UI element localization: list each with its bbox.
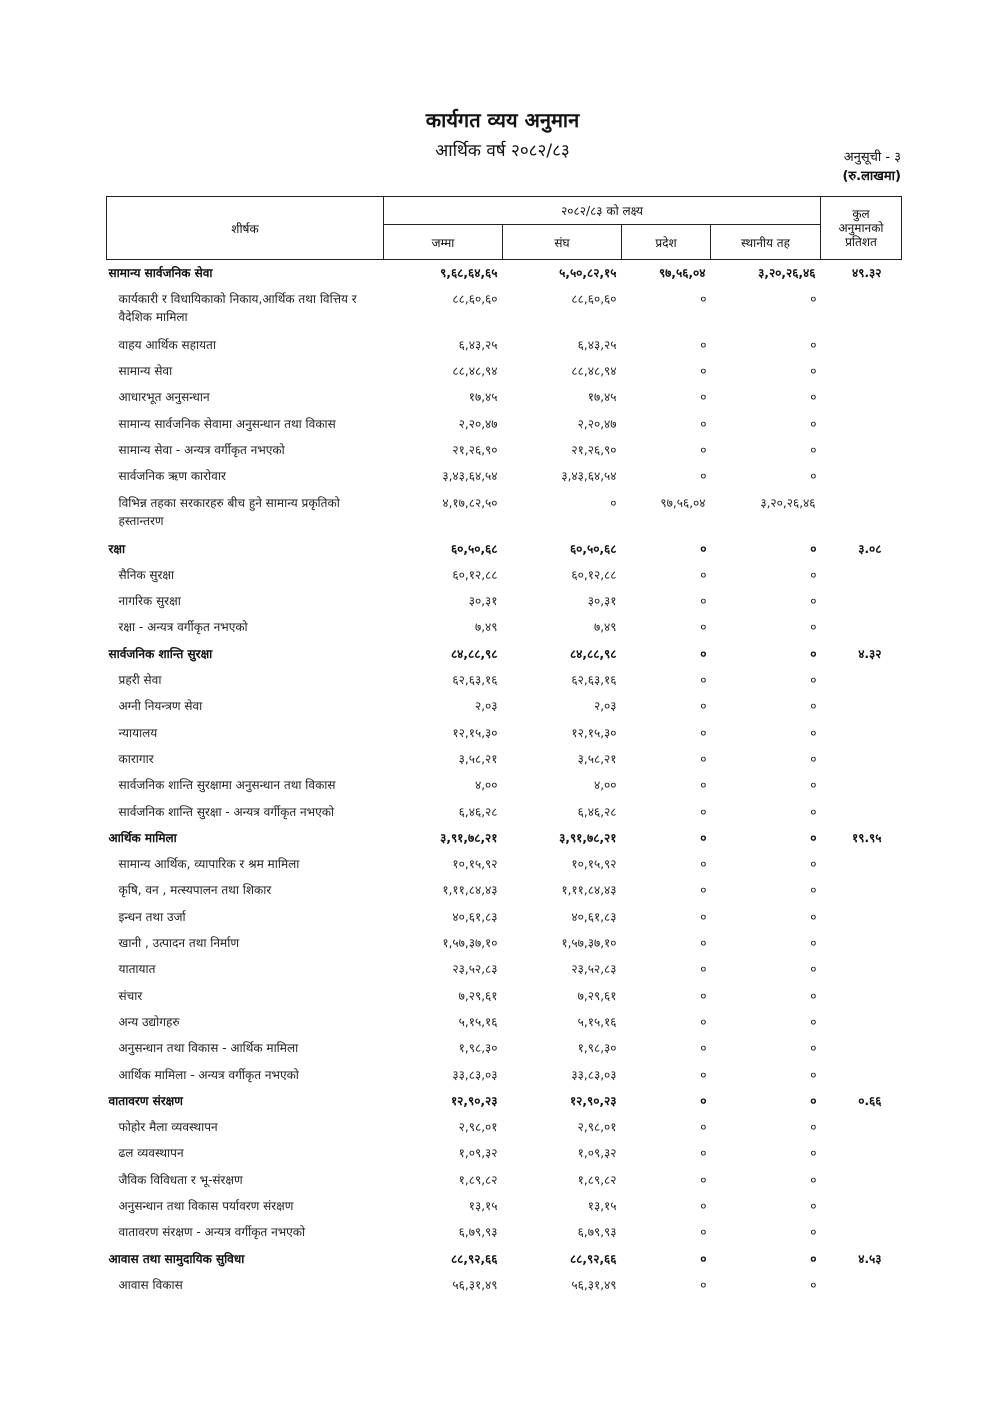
- total-cell: ८८,९२,६६: [450, 1251, 498, 1266]
- province-cell: ०: [700, 1014, 707, 1029]
- province-cell: ०: [700, 699, 707, 714]
- table-row: [107, 358, 902, 384]
- federal-cell: २१,२६,९०: [571, 442, 617, 457]
- federal-cell: ८४,८८,९८: [569, 646, 617, 661]
- federal-cell: ५,५०,८२,१५: [559, 266, 617, 280]
- table-row: [107, 641, 902, 667]
- row-label: सामान्य सार्वजनिक सेवा: [108, 266, 213, 280]
- page-title: कार्यगत व्यय अनुमान: [425, 108, 580, 132]
- local-cell: ०: [810, 442, 817, 457]
- row-label: रक्षा - अन्यत्र वर्गीकृत नभएको: [118, 620, 248, 635]
- local-cell: ०: [810, 567, 817, 582]
- local-header: स्थानीय तह: [711, 225, 821, 260]
- table-row: [107, 851, 902, 877]
- row-label: कृषि, वन , मत्स्यपालन तथा शिकार: [118, 883, 272, 898]
- province-cell: ०: [700, 1199, 707, 1213]
- province-cell: ०: [700, 442, 707, 457]
- table-row: [107, 411, 902, 437]
- province-cell: ०: [700, 1172, 707, 1187]
- federal-cell: ३,५८,२१: [577, 751, 617, 766]
- province-cell: ०: [700, 1120, 707, 1135]
- percent-cell: [821, 877, 902, 903]
- percent-cell: [821, 720, 902, 746]
- expenditure-table: [106, 196, 902, 1298]
- total-cell: ८८,६०,६०: [452, 291, 498, 306]
- row-label: सामान्य सार्वजनिक सेवामा अनुसन्धान तथा विकास: [118, 416, 336, 431]
- total-cell: ६,७९,९३: [458, 1225, 498, 1240]
- total-cell: २,२०,४७: [458, 416, 498, 431]
- province-cell: ०: [700, 751, 707, 766]
- province-cell: ०: [700, 620, 707, 635]
- row-label: सामान्य सेवा: [118, 364, 173, 379]
- federal-cell: ४०,६१,८३: [571, 909, 617, 924]
- total-cell: १,५७,३७,१०: [442, 936, 498, 951]
- local-cell: ०: [810, 620, 817, 635]
- total-cell: १,८९,८२: [458, 1172, 498, 1187]
- percent-cell: [821, 286, 902, 332]
- local-cell: ०: [810, 1041, 817, 1056]
- percent-cell: [821, 1035, 902, 1061]
- table-row: [107, 983, 902, 1009]
- schedule-label: अनुसूची - ३: [843, 150, 901, 165]
- province-cell: ०: [700, 390, 707, 405]
- percent-cell: [821, 1272, 902, 1298]
- total-cell: ७,२९,६१: [458, 988, 498, 1003]
- table-row: [107, 286, 902, 332]
- province-cell: ०: [700, 337, 707, 352]
- federal-cell: १३,१५: [587, 1199, 617, 1213]
- federal-cell: १,५७,३७,१०: [561, 936, 617, 951]
- table-row: [107, 384, 902, 410]
- province-cell: ९७,५६,०४: [660, 495, 706, 510]
- federal-cell: १,९८,३०: [577, 1041, 617, 1056]
- local-cell: ०: [810, 1199, 817, 1213]
- federal-cell: ६०,१२,८८: [571, 567, 617, 582]
- total-cell: ८४,८८,९८: [450, 646, 498, 661]
- table-row: [107, 693, 902, 719]
- federal-cell: २,०३: [593, 699, 617, 714]
- row-label: यातायात: [118, 962, 156, 977]
- province-cell: ०: [700, 936, 707, 951]
- total-cell: १,०९,३२: [458, 1146, 498, 1161]
- province-cell: ०: [700, 883, 707, 898]
- percent-cell: १९.९५: [851, 830, 882, 845]
- federal-cell: २३,५२,८३: [571, 962, 617, 977]
- total-cell: २३,५२,८३: [452, 962, 498, 977]
- percent-cell: [821, 693, 902, 719]
- federal-cell: ०: [610, 495, 617, 510]
- total-cell: १२,९०,२३: [450, 1093, 498, 1108]
- table-row: [107, 463, 902, 489]
- target-group-header: २०८२/८३ को लक्ष्य: [384, 197, 821, 225]
- local-cell: ०: [810, 364, 817, 379]
- province-cell: ०: [700, 469, 707, 484]
- table-row: [107, 1009, 902, 1035]
- row-label: खानी , उत्पादन तथा निर्माण: [118, 936, 240, 951]
- table-row: [107, 1035, 902, 1061]
- local-cell: ०: [810, 857, 817, 872]
- federal-cell: १२,९०,२३: [569, 1093, 617, 1108]
- local-cell: ०: [810, 962, 817, 977]
- percent-cell: [821, 614, 902, 640]
- table-row: [107, 799, 902, 825]
- percent-cell: ४.३२: [858, 646, 882, 661]
- federal-cell: ६०,५०,६८: [569, 541, 617, 556]
- province-header: प्रदेश: [622, 225, 711, 260]
- table-row: [107, 1062, 902, 1088]
- total-cell: २,९८,०१: [458, 1120, 498, 1135]
- percent-cell: [821, 384, 902, 410]
- federal-cell: २,२०,४७: [577, 416, 617, 431]
- total-cell: ४०,६१,८३: [452, 909, 498, 924]
- federal-cell: २,९८,०१: [577, 1120, 617, 1135]
- province-cell: ०: [700, 416, 707, 431]
- local-cell: ०: [810, 1225, 817, 1240]
- row-label: सामान्य सेवा - अन्यत्र वर्गीकृत नभएको: [118, 442, 285, 457]
- row-label: सार्वजनिक ऋण कारोवार: [118, 469, 226, 484]
- row-label: सार्वजनिक शान्ति सुरक्षामा अनुसन्धान तथा विकास: [118, 778, 336, 793]
- table-body: [107, 260, 902, 1299]
- percent-header: [821, 197, 902, 260]
- row-label: इन्धन तथा उर्जा: [118, 909, 186, 924]
- province-cell: ०: [700, 804, 707, 819]
- total-cell: ३,४३,६४,५४: [442, 469, 498, 484]
- province-cell: ०: [700, 725, 707, 740]
- local-cell: ०: [810, 1251, 817, 1266]
- local-cell: ०: [810, 337, 817, 352]
- province-cell: ०: [700, 646, 707, 661]
- province-cell: ०: [700, 830, 707, 845]
- total-cell: ३,९१,७८,२१: [440, 830, 498, 845]
- local-cell: ०: [810, 1172, 817, 1187]
- federal-cell: ४,००: [593, 778, 617, 793]
- percent-cell: [821, 904, 902, 930]
- federal-cell: ६२,६३,१६: [571, 673, 617, 688]
- local-cell: ०: [810, 594, 817, 609]
- federal-cell: ३०,३१: [587, 594, 617, 609]
- row-label: कारागार: [118, 751, 154, 766]
- row-label: अनुसन्धान तथा विकास पर्यावरण संरक्षण: [118, 1199, 294, 1213]
- table-row: [107, 437, 902, 463]
- percent-cell: [821, 490, 902, 536]
- federal-cell: ६,४३,२५: [577, 337, 617, 352]
- row-label: फोहोर मैला व्यवस्थापन: [118, 1120, 218, 1135]
- row-label: नागरिक सुरक्षा: [118, 594, 181, 609]
- federal-cell: ८८,६०,६०: [571, 291, 617, 306]
- total-cell: ६,४६,२८: [458, 804, 498, 819]
- row-label: जैविक विविधता र भू-संरक्षण: [118, 1172, 243, 1187]
- row-label: वातावरण संरक्षण - अन्यत्र वर्गीकृत नभएको: [118, 1225, 306, 1240]
- province-cell: ०: [700, 673, 707, 688]
- percent-cell: ४९.३२: [851, 266, 882, 280]
- heading-header: शीर्षक: [107, 197, 384, 260]
- percent-header-line1: कुल: [852, 207, 870, 221]
- province-cell: ०: [700, 1093, 707, 1108]
- table-row: [107, 825, 902, 851]
- province-cell: ०: [700, 1277, 707, 1292]
- row-label: आर्थिक मामिला: [108, 830, 177, 845]
- province-cell: ०: [700, 1225, 707, 1240]
- local-cell: ०: [810, 390, 817, 405]
- table-row: [107, 332, 902, 358]
- federal-cell: १२,१५,३०: [571, 725, 617, 740]
- province-cell: ९७,५६,०४: [658, 266, 706, 280]
- total-cell: ६०,५०,६८: [450, 541, 498, 556]
- row-label: सार्वजनिक शान्ति सुरक्षा: [108, 646, 213, 661]
- federal-cell: १७,४५: [587, 390, 617, 405]
- local-cell: ०: [810, 751, 817, 766]
- local-cell: ०: [810, 1093, 817, 1108]
- total-header: जम्मा: [384, 225, 503, 260]
- total-cell: १,११,८४,४३: [442, 883, 498, 898]
- total-cell: १०,१५,९२: [452, 857, 498, 872]
- total-cell: २१,२६,९०: [452, 442, 498, 457]
- local-cell: ०: [810, 673, 817, 688]
- local-cell: ०: [810, 416, 817, 431]
- row-label: अनुसन्धान तथा विकास - आर्थिक मामिला: [118, 1041, 299, 1056]
- row-label: आवास विकास: [118, 1277, 183, 1292]
- province-cell: ०: [700, 988, 707, 1003]
- percent-cell: [821, 588, 902, 614]
- federal-cell: ७,४९: [593, 620, 617, 635]
- federal-cell: ३३,८३,०३: [571, 1067, 617, 1082]
- province-cell: ०: [700, 567, 707, 582]
- percent-cell: [821, 983, 902, 1009]
- row-label: सामान्य आर्थिक, व्यापारिक र श्रम मामिला: [118, 857, 300, 872]
- total-cell: ६०,१२,८८: [452, 567, 498, 582]
- local-cell: ०: [810, 804, 817, 819]
- local-cell: ०: [810, 883, 817, 898]
- table-row: [107, 904, 902, 930]
- local-cell: ०: [810, 699, 817, 714]
- local-cell: ३,२०,२६,४६: [758, 266, 816, 280]
- total-cell: ५६,३१,४९: [452, 1277, 498, 1292]
- unit-label: (रु.लाखमा): [842, 169, 901, 184]
- percent-cell: [821, 799, 902, 825]
- province-cell: ०: [700, 1041, 707, 1056]
- percent-cell: [821, 746, 902, 772]
- row-label: सार्वजनिक शान्ति सुरक्षा - अन्यत्र वर्गीकृत नभएको: [118, 804, 335, 819]
- province-cell: ०: [700, 1067, 707, 1082]
- federal-cell: ७,२९,६१: [577, 988, 617, 1003]
- row-label: कार्यकारी र विधायिकाको निकाय,आर्थिक तथा वित्तिय र वैदेशिक मामिला: [118, 291, 357, 324]
- total-cell: १,९८,३०: [458, 1041, 498, 1056]
- federal-cell: ३,४३,६४,५४: [561, 469, 617, 484]
- federal-cell: ८८,९२,६६: [569, 1251, 617, 1266]
- province-cell: ०: [700, 778, 707, 793]
- local-cell: ०: [810, 909, 817, 924]
- percent-cell: [821, 562, 902, 588]
- percent-cell: [821, 1193, 902, 1219]
- federal-cell: ५,१५,१६: [577, 1014, 617, 1029]
- province-cell: ०: [700, 541, 707, 556]
- table-row: [107, 720, 902, 746]
- percent-cell: [821, 851, 902, 877]
- row-label: आधारभूत अनुसन्धान: [118, 390, 210, 405]
- row-label: वाहय आर्थिक सहायता: [118, 337, 216, 352]
- total-cell: ३,५८,२१: [458, 751, 498, 766]
- percent-cell: [821, 1009, 902, 1035]
- row-label: अन्य उद्योगहरु: [118, 1014, 180, 1029]
- percent-cell: [821, 437, 902, 463]
- row-label: सैनिक सुरक्षा: [118, 567, 175, 582]
- total-cell: ४,१७,८२,५०: [442, 495, 498, 510]
- table-row: [107, 588, 902, 614]
- province-cell: ०: [700, 857, 707, 872]
- federal-cell: १,०९,३२: [577, 1146, 617, 1161]
- table-row: [107, 490, 902, 536]
- federal-cell: ८८,४८,९४: [571, 364, 617, 379]
- percent-cell: [821, 358, 902, 384]
- percent-cell: ०.६६: [858, 1093, 882, 1108]
- province-cell: ०: [700, 594, 707, 609]
- table-row: [107, 614, 902, 640]
- table-row: [107, 260, 902, 286]
- total-cell: ३०,३१: [468, 594, 498, 609]
- local-cell: ०: [810, 541, 817, 556]
- schedule-block: [842, 148, 901, 186]
- local-cell: ०: [810, 1120, 817, 1135]
- federal-cell: ३,९१,७८,२१: [559, 830, 617, 845]
- percent-cell: [821, 332, 902, 358]
- local-cell: ०: [810, 291, 817, 306]
- table-row: [107, 746, 902, 772]
- local-cell: ०: [810, 778, 817, 793]
- local-cell: ०: [810, 936, 817, 951]
- total-cell: ९,६८,६४,६५: [440, 266, 498, 280]
- federal-cell: ६,४६,२८: [577, 804, 617, 819]
- province-cell: ०: [700, 962, 707, 977]
- percent-cell: [821, 1062, 902, 1088]
- percent-cell: [821, 1219, 902, 1245]
- local-cell: ०: [810, 988, 817, 1003]
- table-row: [107, 667, 902, 693]
- province-cell: ०: [700, 291, 707, 306]
- row-label: रक्षा: [108, 541, 126, 556]
- total-cell: ८८,४८,९४: [452, 364, 498, 379]
- table-row: [107, 1167, 902, 1193]
- percent-cell: [821, 463, 902, 489]
- total-cell: ७,४९: [474, 620, 498, 635]
- local-cell: ०: [810, 646, 817, 661]
- row-label: संचार: [118, 988, 143, 1003]
- percent-header-line3: प्रतिशत: [845, 235, 877, 249]
- local-cell: ०: [810, 1277, 817, 1292]
- table-row: [107, 1088, 902, 1114]
- total-cell: ३३,८३,०३: [452, 1067, 498, 1082]
- table-row: [107, 1246, 902, 1272]
- percent-cell: [821, 1114, 902, 1140]
- row-label: विभिन्न तहका सरकारहरु बीच हुने सामान्य प्रकृतिको हस्तान्तरण: [118, 495, 340, 528]
- local-cell: ०: [810, 1146, 817, 1161]
- total-cell: १७,४५: [468, 390, 498, 405]
- row-label: आवास तथा सामुदायिक सुविधा: [108, 1251, 245, 1266]
- local-cell: ०: [810, 1014, 817, 1029]
- percent-cell: [821, 1167, 902, 1193]
- local-cell: ०: [810, 830, 817, 845]
- total-cell: १३,१५: [468, 1199, 498, 1213]
- percent-cell: [821, 930, 902, 956]
- table-row: [107, 772, 902, 798]
- row-label: आर्थिक मामिला - अन्यत्र वर्गीकृत नभएको: [118, 1067, 299, 1082]
- federal-cell: ५६,३१,४९: [571, 1277, 617, 1292]
- total-cell: ४,००: [474, 778, 498, 793]
- percent-cell: [821, 772, 902, 798]
- table-row: [107, 536, 902, 562]
- table-row: [107, 1140, 902, 1166]
- federal-header: संघ: [503, 225, 622, 260]
- row-label: प्रहरी सेवा: [118, 673, 162, 688]
- fiscal-year-subtitle: आर्थिक वर्ष २०८२/८३: [435, 141, 570, 161]
- total-cell: ६२,६३,१६: [452, 673, 498, 688]
- province-cell: ०: [700, 1251, 707, 1266]
- local-cell: ०: [810, 725, 817, 740]
- percent-header-line2: अनुमानको: [838, 221, 884, 235]
- percent-cell: [821, 667, 902, 693]
- province-cell: ०: [700, 364, 707, 379]
- row-label: न्यायालय: [118, 725, 158, 740]
- local-cell: ३,२०,२६,४६: [760, 495, 816, 510]
- table-row: [107, 1219, 902, 1245]
- percent-cell: ३.०८: [858, 541, 882, 556]
- row-label: ढल व्यवस्थापन: [118, 1146, 184, 1161]
- table-row: [107, 1193, 902, 1219]
- table-row: [107, 877, 902, 903]
- local-cell: ०: [810, 1067, 817, 1082]
- federal-cell: १,८९,८२: [577, 1172, 617, 1187]
- percent-cell: [821, 411, 902, 437]
- table-row: [107, 956, 902, 982]
- table-row: [107, 562, 902, 588]
- local-cell: ०: [810, 469, 817, 484]
- percent-cell: [821, 956, 902, 982]
- row-label: वातावरण संरक्षण: [108, 1093, 183, 1108]
- federal-cell: १,११,८४,४३: [561, 883, 617, 898]
- percent-cell: ४.५३: [858, 1251, 882, 1266]
- table-row: [107, 1272, 902, 1298]
- total-cell: १२,१५,३०: [452, 725, 498, 740]
- total-cell: ५,१५,१६: [458, 1014, 498, 1029]
- province-cell: ०: [700, 1146, 707, 1161]
- percent-cell: [821, 1140, 902, 1166]
- federal-cell: ६,७९,९३: [577, 1225, 617, 1240]
- total-cell: ६,४३,२५: [458, 337, 498, 352]
- row-label: अग्नी नियन्त्रण सेवा: [118, 699, 203, 714]
- federal-cell: १०,१५,९२: [571, 857, 617, 872]
- table-row: [107, 930, 902, 956]
- total-cell: २,०३: [474, 699, 498, 714]
- table-row: [107, 1114, 902, 1140]
- province-cell: ०: [700, 909, 707, 924]
